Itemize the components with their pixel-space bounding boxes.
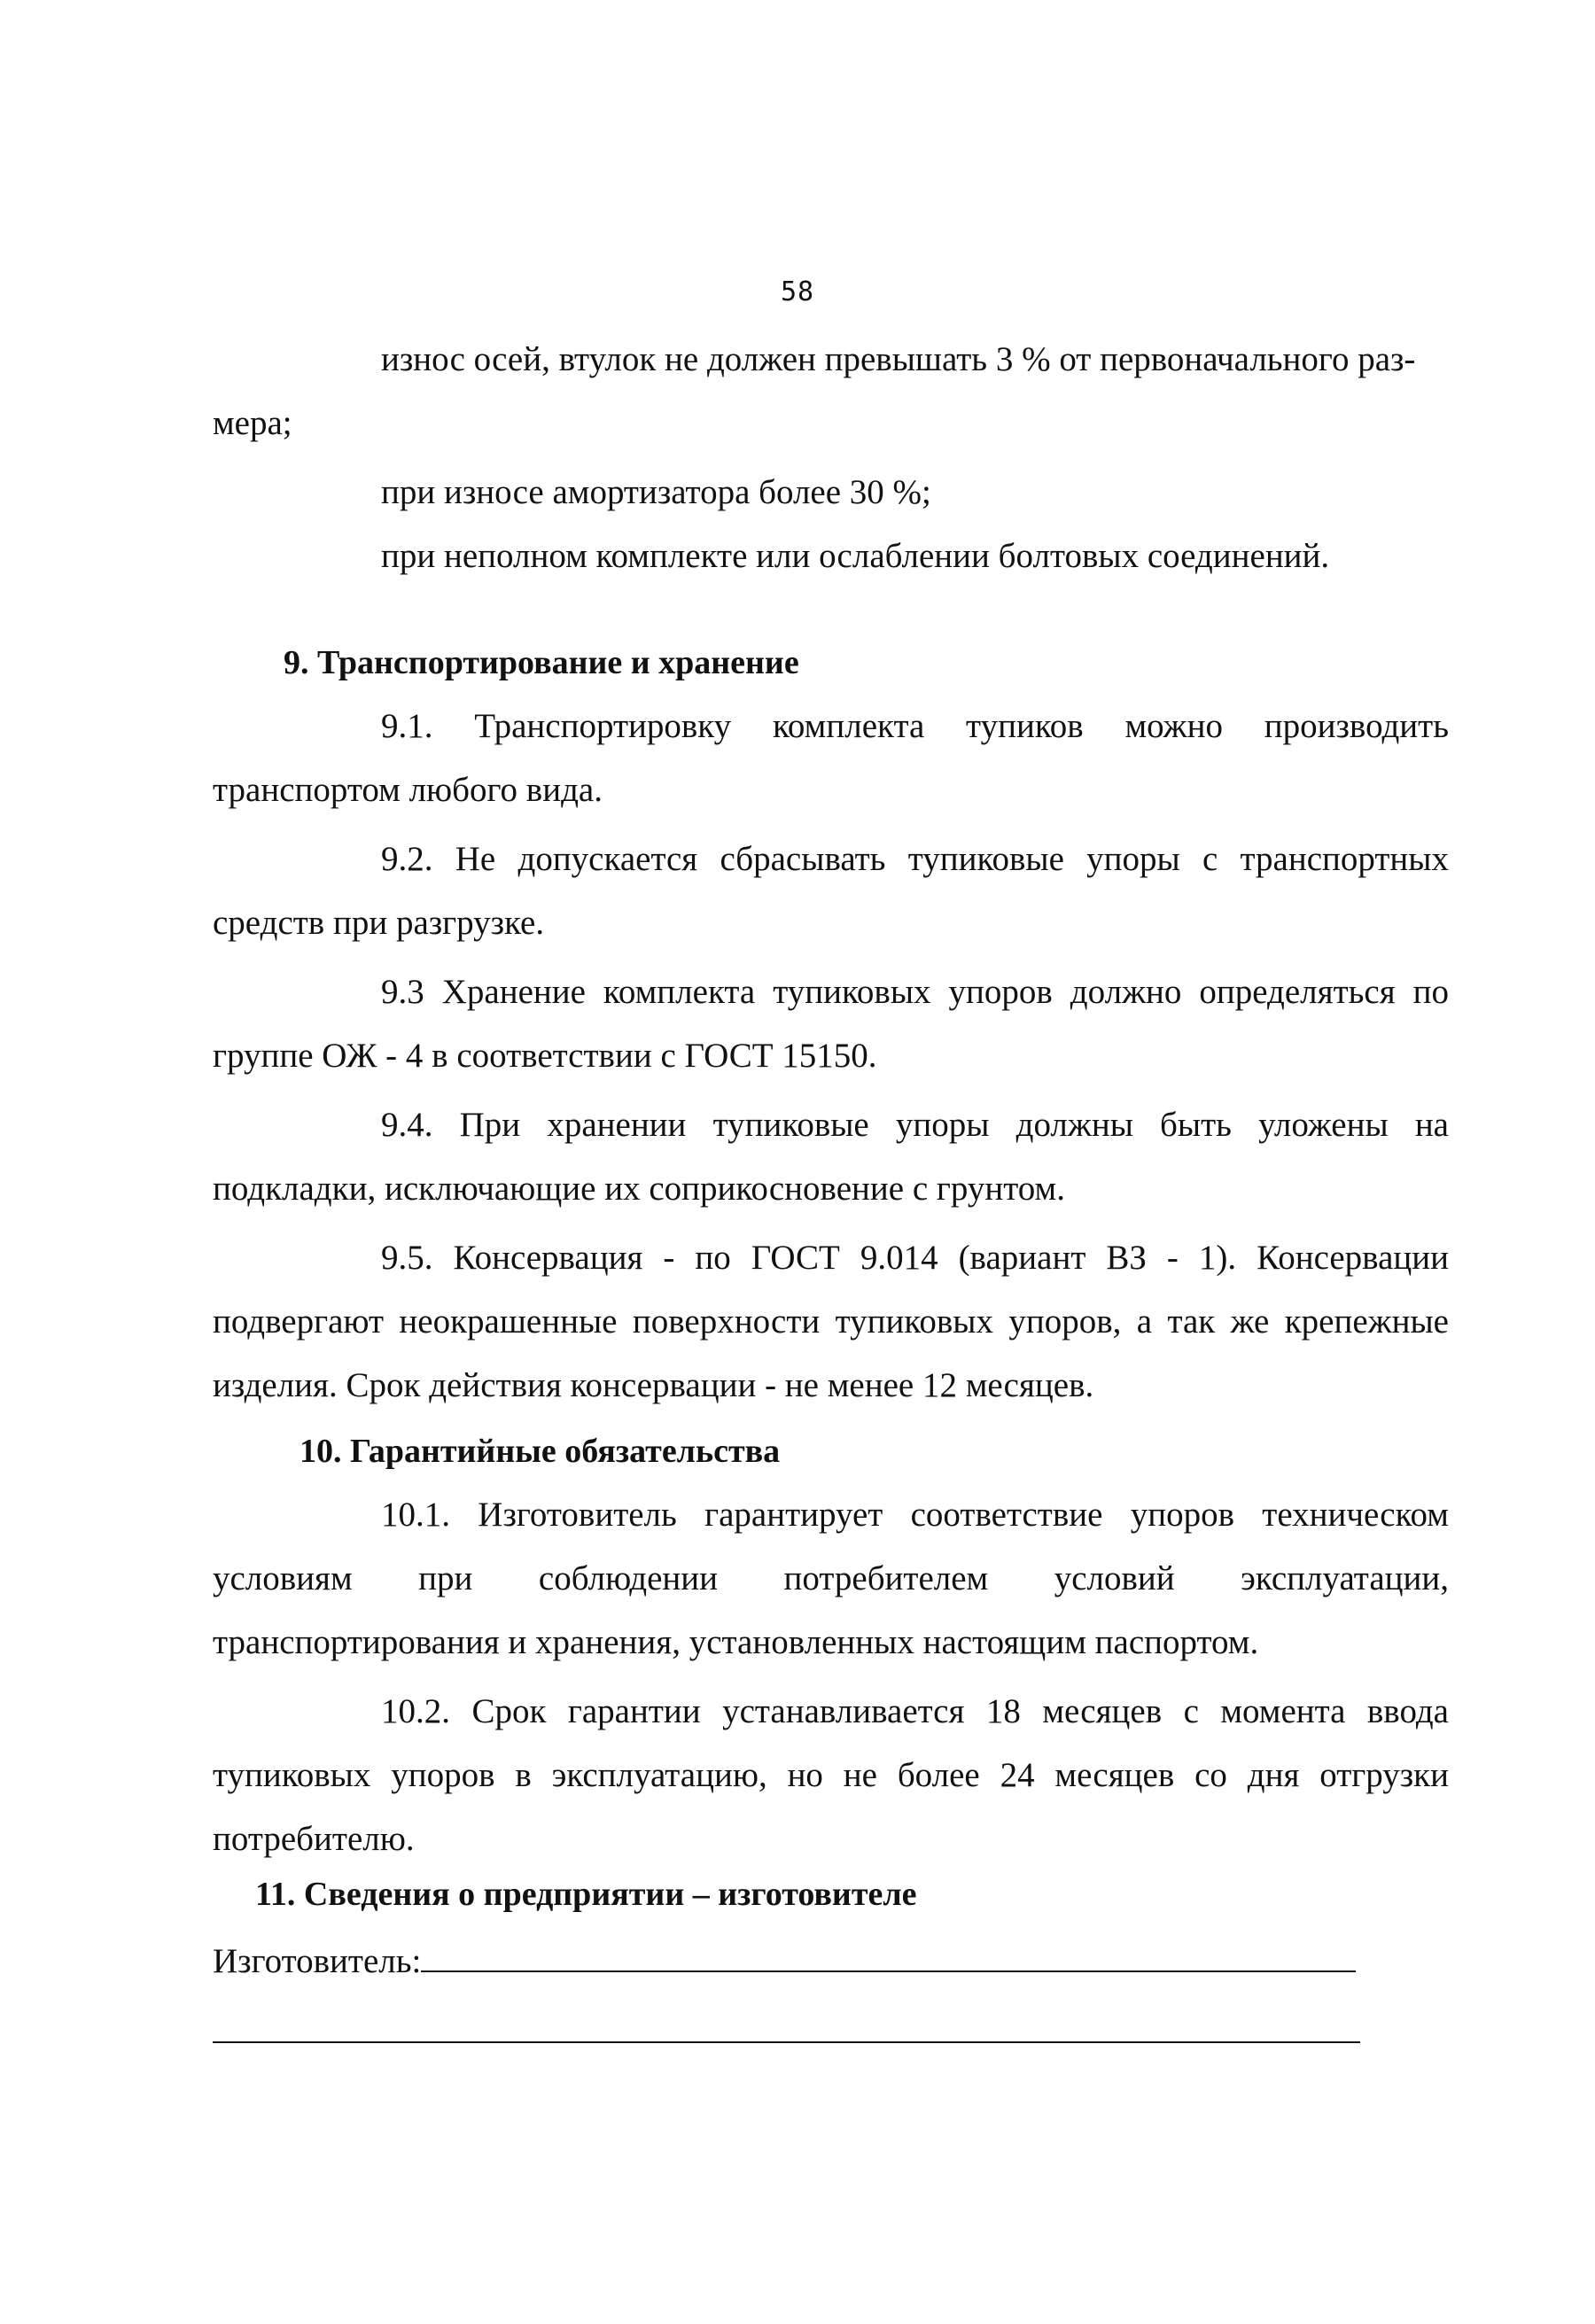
section-11 <box>213 1862 1449 2043</box>
manufacturer-row <box>213 1930 1449 1994</box>
paragraph-9-2: 9.2. Не допускается сбрасывать тупиковые упоры с транспортных средств при разгрузке. <box>213 840 1449 942</box>
paragraph-10-1: 10.1. Изготовитель гарантирует соответствие упоров техническом условиям при соблюдении потребителем условий эксплуатации, транспортирования и хранения, установленных настоящим паспортом. <box>213 1496 1449 1661</box>
paragraph-9-3: 9.3 Хранение комплекта тупиковых упоров должно определяться по группе ОЖ - 4 в соответствии с ГОСТ 15150. <box>213 973 1449 1075</box>
section-10-heading: 10. Гарантийные обязательства <box>300 1433 781 1470</box>
bolt-connections-item: при неполном комплекте или ослаблении болтовых соединений. <box>381 537 1330 575</box>
page-number: 58 <box>780 276 815 307</box>
intro-block <box>213 328 1449 588</box>
manufacturer-label: Изготовитель: <box>213 1942 422 1980</box>
section-9 <box>213 631 1449 1418</box>
manufacturer-second-line[interactable] <box>213 2040 1360 2043</box>
paragraph-9-4: 9.4. При хранении тупиковые упоры должны быть уложены на подкладки, исключающие их соприкосновение с грунтом. <box>213 1106 1449 1208</box>
paragraph-9-5: 9.5. Консервация - по ГОСТ 9.014 (вариант ВЗ - 1). Консервации подвергают неокрашенные поверхности тупиковых упоров, а так же крепежные изделия. Срок действия консервации - не менее 12 месяцев. <box>213 1239 1449 1404</box>
shock-absorber-item: при износе амортизатора более 30 %; <box>381 473 931 511</box>
section-11-heading: 11. Сведения о предприятии – изготовителе <box>255 1876 917 1913</box>
wear-axles-item: износ осей, втулок не должен превышать 3 % от первоначального раз- <box>381 340 1416 378</box>
paragraph-10-2: 10.2. Срок гарантии устанавливается 18 месяцев с момента ввода тупиковых упоров в эксплуатацию, но не более 24 месяцев со дня отгрузки потребителю. <box>213 1692 1449 1858</box>
section-10 <box>213 1419 1449 1871</box>
manufacturer-fill-line[interactable] <box>421 1970 1356 1972</box>
paragraph-9-1: 9.1. Транспортировку комплекта тупиков можно производить транспортом любого вида. <box>213 707 1449 809</box>
section-9-heading: 9. Транспортирование и хранение <box>284 644 799 681</box>
wear-axles-item-continuation: мера; <box>213 404 292 442</box>
